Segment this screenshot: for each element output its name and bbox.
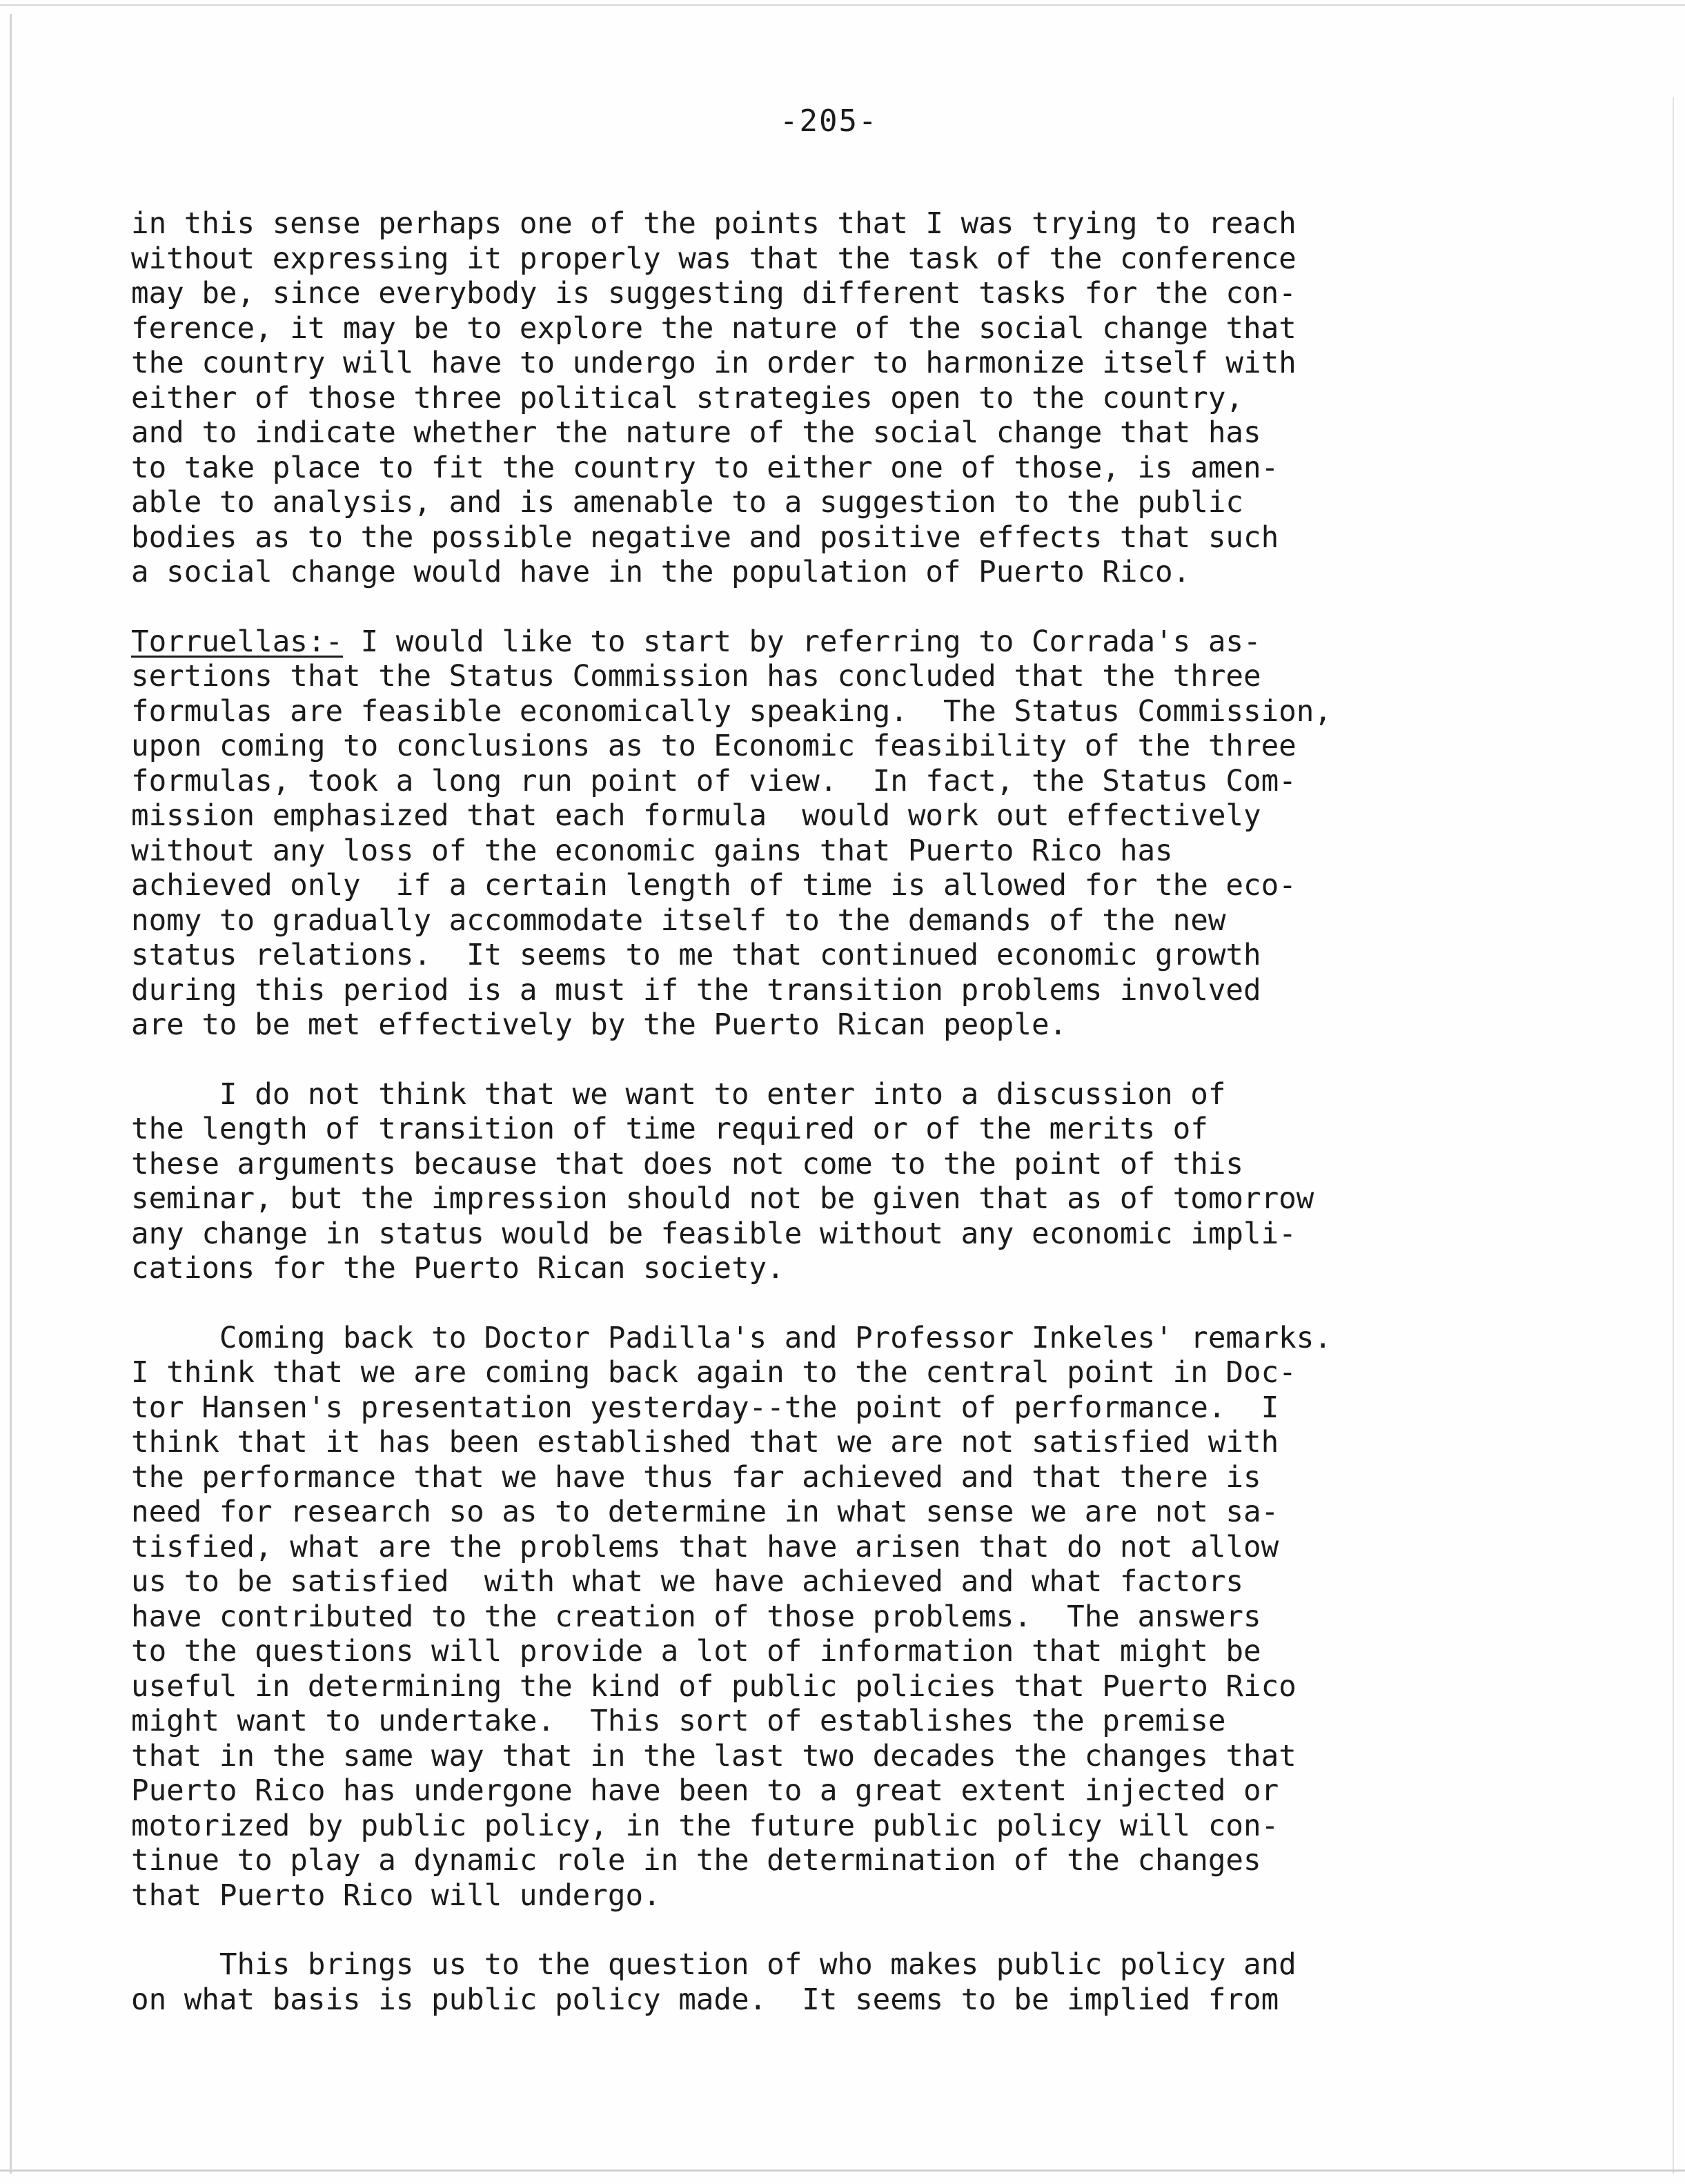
scan-edge-bottom [0,2170,1685,2172]
text-line: I do not think that we want to enter into a discussion of [131,1077,1226,1112]
text-line: might want to undertake. This sort of establishes the premise [131,1704,1226,1738]
page-number: -205- [780,104,878,139]
text-line: I think that we are coming back again to the central point in Doc- [131,1356,1297,1390]
text-line: tor Hansen's presentation yesterday--the point of performance. I [131,1390,1279,1425]
speaker-name: Torruellas:- [131,624,344,659]
text-line: without any loss of the economic gains that Puerto Rico has [131,834,1173,868]
text-line: cations for the Puerto Rican society. [131,1252,785,1286]
text-line: sertions that the Status Commission has concluded that the three [131,660,1261,693]
text-line: upon coming to conclusions as to Economic feasibility of the three [131,729,1297,763]
scan-edge-top [0,4,1685,6]
scan-edge-right [1673,97,1674,2174]
text-line: on what basis is public policy made. It seems to be implied from [131,1983,1279,2017]
text-line: any change in status would be feasible without any economic impli- [131,1217,1297,1251]
text-line: seminar, but the impression should not be given that as of tomorrow [131,1182,1314,1216]
speaker-line [131,625,1566,660]
text-line: the performance that we have thus far achieved and that there is [131,1460,1261,1495]
text-line: need for research so as to determine in what sense we are not sa- [131,1495,1279,1529]
text-line: and to indicate whether the nature of the social change that has [131,416,1261,450]
text-line: during this period is a must if the transition problems involved [131,973,1261,1007]
text-line: to take place to fit the country to either one of those, is amen- [131,451,1279,485]
scan-edge-left [10,14,12,2174]
text-line: may be, since everybody is suggesting different tasks for the con- [131,277,1297,311]
text-line: think that it has been established that we are not satisfied with [131,1426,1279,1459]
text-line: This brings us to the question of who makes public policy and [131,1948,1297,1982]
text-line: in this sense perhaps one of the points that I was trying to reach [131,207,1297,241]
text-line: either of those three political strategies open to the country, [131,381,1243,415]
text-line: us to be satisfied with what we have achieved and what factors [131,1565,1243,1599]
body-text [131,207,1566,2052]
text-line: ference, it may be to explore the nature of the social change that [131,311,1297,346]
text-line: the country will have to undergo in order to harmonize itself with [131,346,1297,380]
text-line: bodies as to the possible negative and positive effects that such [131,520,1279,555]
paragraph-5 [131,1948,1566,2018]
text-line: useful in determining the kind of public policies that Puerto Rico [131,1669,1297,1704]
text-line: that in the same way that in the last two decades the changes that [131,1739,1297,1773]
paragraph-3 [131,1078,1566,1287]
paragraph-4 [131,1321,1566,1914]
text-line: status relations. It seems to me that continued economic growth [131,938,1261,972]
text-line: able to analysis, and is amenable to a suggestion to the public [131,486,1243,520]
text-line: Puerto Rico has undergone have been to a great extent injected or [131,1774,1279,1808]
text-line: to the questions will provide a lot of information that might be [131,1635,1261,1669]
text-line: tinue to play a dynamic role in the determination of the changes [131,1844,1261,1878]
text-line: have contributed to the creation of those problems. The answers [131,1600,1261,1634]
text-line: are to be met effectively by the Puerto Rican people. [131,1008,1067,1042]
text-line: formulas are feasible economically speaking. The Status Commission, [131,694,1332,729]
text-line: the length of transition of time required or of the merits of [131,1112,1208,1146]
text-line: mission emphasized that each formula would work out effectively [131,799,1261,833]
text-line: nomy to gradually accommodate itself to the demands of the new [131,903,1226,938]
text-line: achieved only if a certain length of time is allowed for the eco- [131,869,1297,903]
text-line: tisfied, what are the problems that have arisen that do not allow [131,1530,1279,1564]
text-line: that Puerto Rico will undergo. [131,1878,661,1913]
paragraph-1 [131,207,1566,591]
text-line: formulas, took a long run point of view. In fact, the Status Com- [131,764,1297,798]
text-line: these arguments because that does not come to the point of this [131,1147,1243,1181]
text-line: Coming back to Doctor Padilla's and Professor Inkeles' remarks. [131,1321,1332,1355]
text-line: motorized by public policy, in the future public policy will con- [131,1809,1279,1843]
text-line: without expressing it properly was that the task of the conference [131,242,1297,276]
paragraph-2 [131,625,1566,1043]
text-line: a social change would have in the population of Puerto Rico. [131,555,1191,589]
speaker-line-text: I would like to start by referring to Corrada's as- [343,624,1261,659]
